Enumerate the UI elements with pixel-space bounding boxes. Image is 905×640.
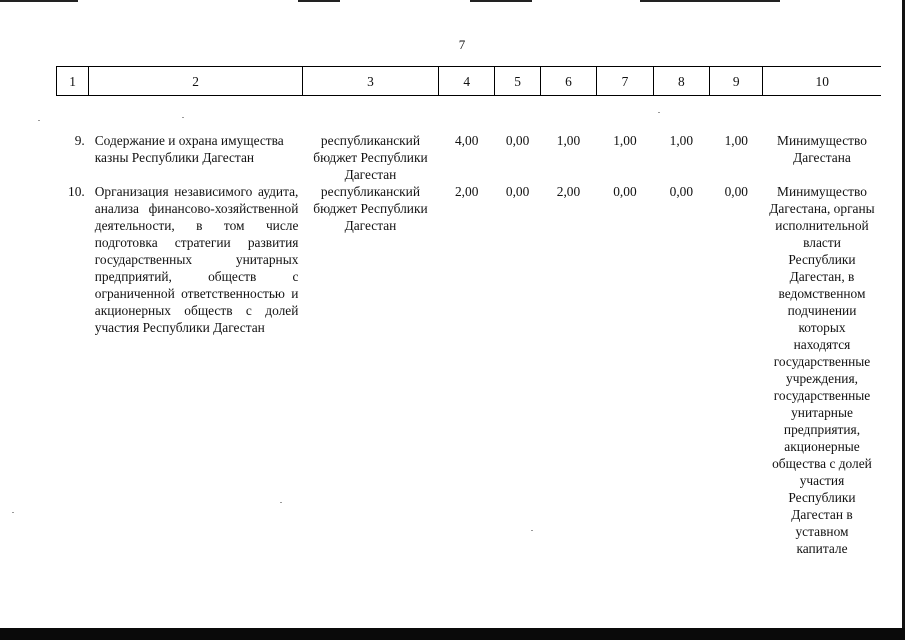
table-row <box>57 132 882 183</box>
scan-edge-fragment <box>0 0 78 2</box>
value-cell: 0,00 <box>505 184 530 199</box>
value-cell: 1,00 <box>613 133 637 148</box>
column-header: 7 <box>597 67 653 96</box>
scan-speck <box>658 112 660 113</box>
column-header: 2 <box>89 67 303 96</box>
scan-speck <box>38 120 40 121</box>
value-cell: 2,00 <box>454 184 479 199</box>
value-cell: 2,00 <box>556 184 581 199</box>
funding-source: республиканский бюджет Республики Дагестан <box>313 133 428 182</box>
scan-speck <box>182 117 184 118</box>
page-number: 7 <box>458 37 466 52</box>
value-cell: 4,00 <box>454 133 479 148</box>
scan-bottom-edge <box>0 628 905 640</box>
value-cell: 1,00 <box>556 133 581 148</box>
column-header: 3 <box>302 67 438 96</box>
scan-edge-fragment <box>640 0 780 2</box>
row-number: 9. <box>74 133 85 148</box>
program-table <box>56 66 881 557</box>
column-header: 5 <box>495 67 540 96</box>
column-header: 8 <box>653 67 709 96</box>
row-number: 10. <box>68 184 85 199</box>
column-header: 1 <box>57 67 89 96</box>
value-cell: 0,00 <box>613 184 637 199</box>
value-cell: 1,00 <box>669 133 694 148</box>
scan-speck <box>531 530 533 531</box>
scan-edge-fragment <box>298 0 340 2</box>
scan-edge-fragment <box>470 0 532 2</box>
column-header-row <box>57 67 882 96</box>
value-cell: 1,00 <box>724 133 748 148</box>
value-cell: 0,00 <box>724 184 748 199</box>
funding-source: республиканский бюджет Республики Дагестан <box>313 184 428 233</box>
value-cell: 0,00 <box>505 133 530 148</box>
column-header: 6 <box>540 67 596 96</box>
executor: Минимущество Дагестана <box>777 133 867 165</box>
value-cell: 0,00 <box>669 184 694 199</box>
activity-name: Организация независимого аудита, анализа финансово-хозяйственной деятельности, в том числе подготовка стратегии развития государственных унитарных предприятий, обществ с ограниченной ответственностью и акционерных обществ с долей участия Республики Дагестан <box>94 184 299 335</box>
activity-name: Содержание и охрана имущества казны Республики Дагестан <box>94 133 284 165</box>
executor: Минимущество Дагестана, органы исполнительной власти Республики Дагестан, в ведомственном подчинении которых находятся государственные учреждения, государственные унитарные предприятия, акционерные общества с долей участия Республики Дагестан в уставном капитале <box>769 184 875 556</box>
scan-speck <box>280 502 282 503</box>
scan-speck <box>12 512 14 513</box>
column-header: 10 <box>763 67 881 96</box>
column-header: 9 <box>710 67 763 96</box>
column-header: 4 <box>438 67 494 96</box>
table-row <box>57 183 882 557</box>
